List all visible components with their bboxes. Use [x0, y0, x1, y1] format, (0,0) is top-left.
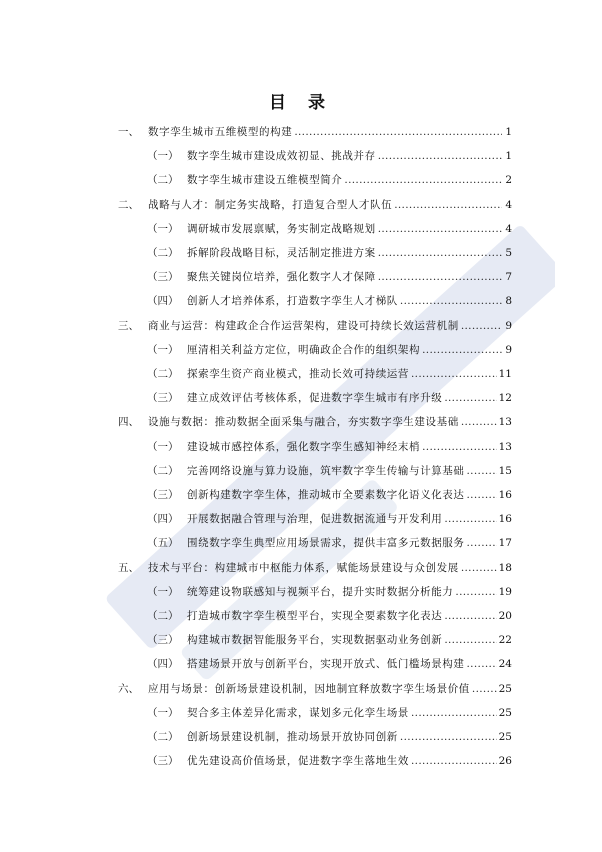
toc-page-number: 13	[498, 440, 512, 453]
toc-entry-number: （三）	[147, 755, 179, 768]
toc-entry-title: 创新场景建设机制，推动场景开放协同创新	[187, 731, 398, 743]
toc-entry-number: （二）	[147, 247, 179, 259]
toc-entry-title: 围绕数字孪生典型应用场景需求，提供丰富多元数据服务	[187, 537, 465, 550]
toc-section-entry[interactable]	[147, 654, 512, 674]
toc-dot-leader	[467, 461, 497, 481]
toc-entry-number: 六、	[118, 682, 139, 695]
toc-dot-leader	[344, 170, 502, 190]
toc-page-number: 15	[498, 464, 512, 477]
toc-section-entry[interactable]	[147, 146, 512, 166]
toc-section-entry[interactable]	[147, 703, 512, 723]
toc-entry-title: 构建城市数据智能服务平台，实现数据驱动业务创新	[187, 634, 443, 647]
toc-entry-number: 四、	[118, 416, 139, 429]
toc-section-entry[interactable]	[147, 243, 512, 263]
toc-entry-number: （一）	[147, 440, 179, 453]
toc-entry-number: （一）	[147, 585, 179, 598]
toc-entry-number: （三）	[147, 634, 179, 647]
toc-entry-title: 厘清相关利益方定位，明确政企合作的组织架构	[187, 343, 421, 356]
toc-entry-number: 五、	[118, 561, 139, 574]
toc-entry-title: 建设城市感控体系，强化数字孪生感知神经末梢	[187, 440, 421, 453]
toc-page-number: 16	[498, 513, 512, 526]
toc-entry-title: 建立成效评估考核体系，促进数字孪生城市有序升级	[187, 392, 443, 405]
toc-dot-leader	[378, 219, 502, 239]
toc-page-number: 2	[505, 174, 512, 187]
toc-page-number: 4	[505, 198, 512, 211]
toc-dot-leader	[378, 146, 502, 166]
toc-page-number: 7	[505, 271, 512, 284]
toc-section-entry[interactable]	[147, 606, 512, 626]
toc-entry-number: 三、	[118, 319, 139, 332]
toc-section-entry[interactable]	[147, 364, 512, 384]
toc-page-number: 16	[498, 489, 512, 501]
toc-entry-title: 开展数据融合管理与治理，促进数据流通与开发利用	[187, 513, 443, 526]
toc-dot-leader	[472, 679, 497, 699]
toc-dot-leader	[378, 267, 502, 287]
toc-entry-title: 战略与人才：制定务实战略，打造复合型人才队伍	[148, 198, 393, 211]
toc-entry-number: （一）	[147, 150, 179, 163]
toc-entry-number: （一）	[147, 343, 179, 356]
toc-page-number: 12	[498, 392, 512, 405]
toc-dot-leader	[461, 316, 502, 336]
toc-chapter-entry[interactable]	[118, 679, 512, 699]
toc-entry-number: （四）	[147, 658, 179, 671]
toc-page-number: 25	[498, 682, 512, 695]
toc-page-number: 13	[498, 416, 512, 429]
toc-entry-number: 二、	[118, 198, 139, 211]
toc-dot-leader	[467, 654, 497, 674]
toc-page-number: 9	[505, 343, 512, 356]
toc-dot-leader	[411, 703, 497, 723]
toc-dot-leader	[444, 606, 496, 626]
toc-page-number: 1	[505, 150, 512, 163]
toc-dot-leader	[411, 751, 497, 771]
toc-entry-title: 优先建设高价值场景，促进数字孪生落地生效	[187, 755, 409, 768]
toc-entry-title: 调研城市发展禀赋，务实制定战略规划	[187, 222, 376, 235]
toc-entry-title: 数字孪生城市建设五维模型简介	[187, 174, 343, 187]
toc-dot-leader	[411, 364, 497, 384]
toc-entry-number: （四）	[147, 513, 179, 526]
toc-chapter-entry[interactable]	[118, 122, 512, 142]
toc-page-number: 5	[505, 247, 512, 259]
toc-section-entry[interactable]	[147, 340, 512, 360]
toc-entry-title: 契合多主体差异化需求，谋划多元化孪生场景	[187, 706, 409, 719]
toc-section-entry[interactable]	[147, 533, 512, 553]
toc-chapter-entry[interactable]	[118, 558, 512, 578]
toc-dot-leader	[461, 558, 497, 578]
toc-section-entry[interactable]	[147, 630, 512, 650]
toc-entry-title: 商业与运营：构建政企合作运营架构，建设可持续长效运营机制	[148, 319, 459, 332]
toc-page-number: 20	[498, 610, 512, 622]
toc-section-entry[interactable]	[147, 219, 512, 239]
toc-dot-leader	[461, 412, 497, 432]
toc-entry-title: 完善网络设施与算力设施，筑牢数字孪生传输与计算基础	[187, 464, 465, 477]
toc-dot-leader	[394, 195, 502, 215]
toc-entry-title: 技术与平台：构建城市中枢能力体系，赋能场景建设与众创发展	[148, 561, 459, 574]
toc-entry-title: 应用与场景：创新场景建设机制，因地制宜释放数字孪生场景价值	[148, 682, 470, 695]
toc-dot-leader	[455, 582, 496, 602]
toc-section-entry[interactable]	[147, 437, 512, 457]
toc-entry-number: （二）	[147, 610, 179, 622]
toc-entry-number: （五）	[147, 537, 179, 550]
toc-dot-leader	[400, 291, 502, 311]
toc-dot-leader	[294, 122, 502, 142]
toc-page-number: 19	[498, 585, 512, 598]
toc-section-entry[interactable]	[147, 388, 512, 408]
toc-entry-title: 创新人才培养体系，打造数字孪生人才梯队	[187, 295, 398, 308]
toc-page-number: 4	[505, 222, 512, 235]
toc-dot-leader	[444, 509, 496, 529]
toc-dot-leader	[467, 485, 497, 505]
toc-section-entry[interactable]	[147, 582, 512, 602]
toc-chapter-entry[interactable]	[118, 316, 512, 336]
toc-entry-title: 聚焦关键岗位培养，强化数字人才保障	[187, 271, 376, 284]
toc-dot-leader	[422, 437, 497, 457]
toc-entry-number: （二）	[147, 731, 179, 743]
toc-page-number: 11	[498, 368, 512, 380]
toc-dot-leader	[444, 388, 496, 408]
toc-entry-title: 设施与数据：推动数据全面采集与融合，夯实数字孪生建设基础	[148, 416, 459, 429]
toc-entry-title: 拆解阶段战略目标，灵活制定推进方案	[187, 247, 376, 259]
toc-page-number: 17	[498, 537, 512, 550]
toc-section-entry[interactable]	[147, 461, 512, 481]
toc-entry-title: 数字孪生城市建设成效初显、挑战并存	[187, 150, 376, 163]
toc-page-number: 18	[498, 561, 512, 574]
toc-entry-number: 一、	[118, 126, 139, 138]
toc-page-number: 8	[505, 295, 512, 308]
toc-section-entry[interactable]	[147, 727, 512, 747]
toc-entry-number: （三）	[147, 271, 179, 284]
toc-dot-leader	[378, 243, 502, 263]
toc-section-entry[interactable]	[147, 485, 512, 505]
toc-page-number: 26	[498, 755, 512, 768]
toc-entry-number: （四）	[147, 295, 179, 308]
toc-entry-number: （二）	[147, 368, 179, 380]
toc-entry-number: （一）	[147, 222, 179, 235]
toc-entry-title: 打造城市数字孪生模型平台，实现全要素数字化表达	[187, 610, 443, 622]
toc-entry-number: （三）	[147, 392, 179, 405]
toc-entry-number: （三）	[147, 489, 179, 501]
toc-page-number: 1	[505, 126, 512, 138]
page-title: 目 录	[269, 93, 333, 113]
toc-dot-leader	[444, 630, 496, 650]
toc-entry-number: （二）	[147, 464, 179, 477]
toc-dot-leader	[400, 727, 497, 747]
toc-page-number: 24	[498, 658, 512, 671]
toc-entry-title: 探索孪生资产商业模式，推动长效可持续运营	[187, 368, 409, 380]
toc-section-entry[interactable]	[147, 267, 512, 287]
toc-entry-title: 统筹建设物联感知与视频平台，提升实时数据分析能力	[187, 585, 454, 598]
toc-chapter-entry[interactable]	[118, 412, 512, 432]
toc-chapter-entry[interactable]	[118, 195, 512, 215]
toc-entry-number: （一）	[147, 706, 179, 719]
toc-page-number: 25	[498, 706, 512, 719]
toc-section-entry[interactable]	[147, 509, 512, 529]
toc-entry-title: 数字孪生城市五维模型的构建	[148, 126, 293, 138]
toc-entry-number: （二）	[147, 174, 179, 187]
toc-section-entry[interactable]	[147, 751, 512, 771]
toc-page-number: 25	[498, 731, 512, 743]
toc-entry-title: 创新构建数字孪生体，推动城市全要素数字化语义化表达	[187, 489, 465, 501]
toc-entry-title: 搭建场景开放与创新平台，实现开放式、低门槛场景构建	[187, 658, 465, 671]
toc-section-entry[interactable]	[147, 291, 512, 311]
toc-page-number: 22	[498, 634, 512, 647]
toc-dot-leader	[422, 340, 502, 360]
toc-section-entry[interactable]	[147, 170, 512, 190]
toc-page-number: 9	[505, 319, 512, 332]
toc-dot-leader	[467, 533, 497, 553]
